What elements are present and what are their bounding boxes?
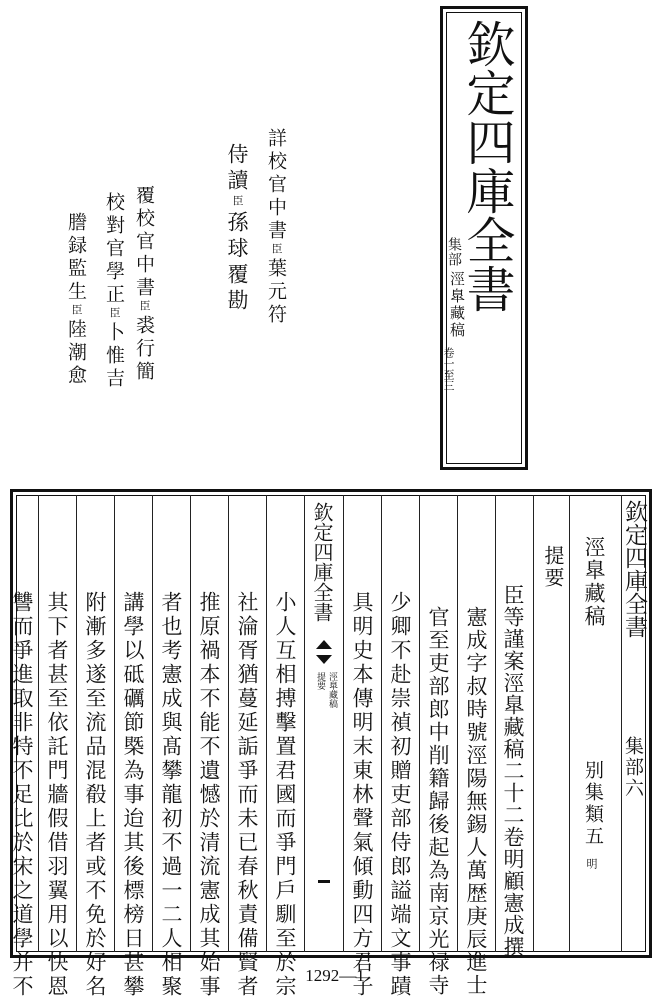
fishtail-mark xyxy=(316,655,332,664)
column-rule xyxy=(228,495,229,952)
text-column: 社淪胥猶蔓延詬爭而未已春秋責備賢者 xyxy=(235,591,259,999)
column-rule xyxy=(569,495,570,952)
official-copyist: 謄録監生臣陸潮愈 xyxy=(65,212,87,388)
official-collator: 校對官學正臣卜惟吉 xyxy=(103,192,125,391)
text-column: 少卿不赴崇禎初贈吏部侍郎謚端文事蹟 xyxy=(388,591,412,999)
official-reviewer: 侍讀臣孫球覆勘 xyxy=(225,143,249,315)
column-rule xyxy=(457,495,458,952)
center-section-note: 提要 xyxy=(315,672,325,690)
book-title: 涇臯藏稿 xyxy=(448,271,466,339)
text-column: 其下者甚至依託門牆假借羽翼用以快恩 xyxy=(45,591,69,999)
column-rule xyxy=(533,495,534,952)
text-column: 講學以砥礪節槩為事迨其後標榜日甚攀 xyxy=(121,591,145,999)
fishtail-mark xyxy=(316,640,332,649)
text-column: 附漸多遂至流品混殽上者或不免於好名 xyxy=(83,591,107,999)
text-column: 讐而爭進取非特不足比於宋之道學并不 xyxy=(10,591,34,999)
text-column: 小人互相搏擊置君國而爭門戶馴至於宗 xyxy=(273,591,297,999)
text-column: 憲成字叔時號涇陽無錫人萬歴庚辰進士 xyxy=(464,606,488,997)
header-book-title: 涇臯藏稿 xyxy=(582,536,606,628)
category-label: 集部 xyxy=(446,237,462,267)
collection-title: 欽定四庫全書 xyxy=(459,19,516,313)
text-column: 臣等謹案涇臯藏稿二十二卷明顧憲成撰 xyxy=(501,584,525,958)
text-column: 官至吏部郎中削籍歸後起為南京光禄寺 xyxy=(426,606,450,997)
column-rule xyxy=(76,495,77,952)
column-rule xyxy=(304,495,305,952)
center-collection-title: 欽定四庫全書 xyxy=(310,502,334,622)
official-proofreader-detail: 詳校官中書臣葉元符 xyxy=(265,128,287,327)
center-book-note: 涇臯藏稿 xyxy=(327,672,337,708)
section-heading: 提要 xyxy=(541,545,565,589)
official-proofreader-second: 覆校官中書臣裘行簡 xyxy=(133,185,155,384)
column-rule xyxy=(343,495,344,952)
text-column: 具明史本傳明末東林聲氣傾動四方君子 xyxy=(350,591,374,999)
header-category: 集部六 xyxy=(622,736,644,799)
column-rule xyxy=(266,495,267,952)
column-rule xyxy=(495,495,496,952)
column-rule xyxy=(38,495,39,952)
text-column: 推原禍本不能不遺憾於清流憲成其始事 xyxy=(197,591,221,999)
title-slip xyxy=(440,6,528,470)
page-number: 1292—1 xyxy=(305,966,365,985)
column-rule xyxy=(152,495,153,952)
fold-mark xyxy=(318,880,330,883)
header-era-note: 明 xyxy=(585,858,598,869)
header-collection-title: 欽定四庫全書 xyxy=(621,500,647,638)
text-column: 者也考憲成與髙攀龍初不過一二人相聚 xyxy=(159,591,183,999)
column-rule xyxy=(114,495,115,952)
column-rule xyxy=(419,495,420,952)
volume-label: 卷一至三 xyxy=(442,347,455,391)
column-rule xyxy=(190,495,191,952)
header-classification: 别集類五 xyxy=(582,760,604,848)
column-rule xyxy=(381,495,382,952)
